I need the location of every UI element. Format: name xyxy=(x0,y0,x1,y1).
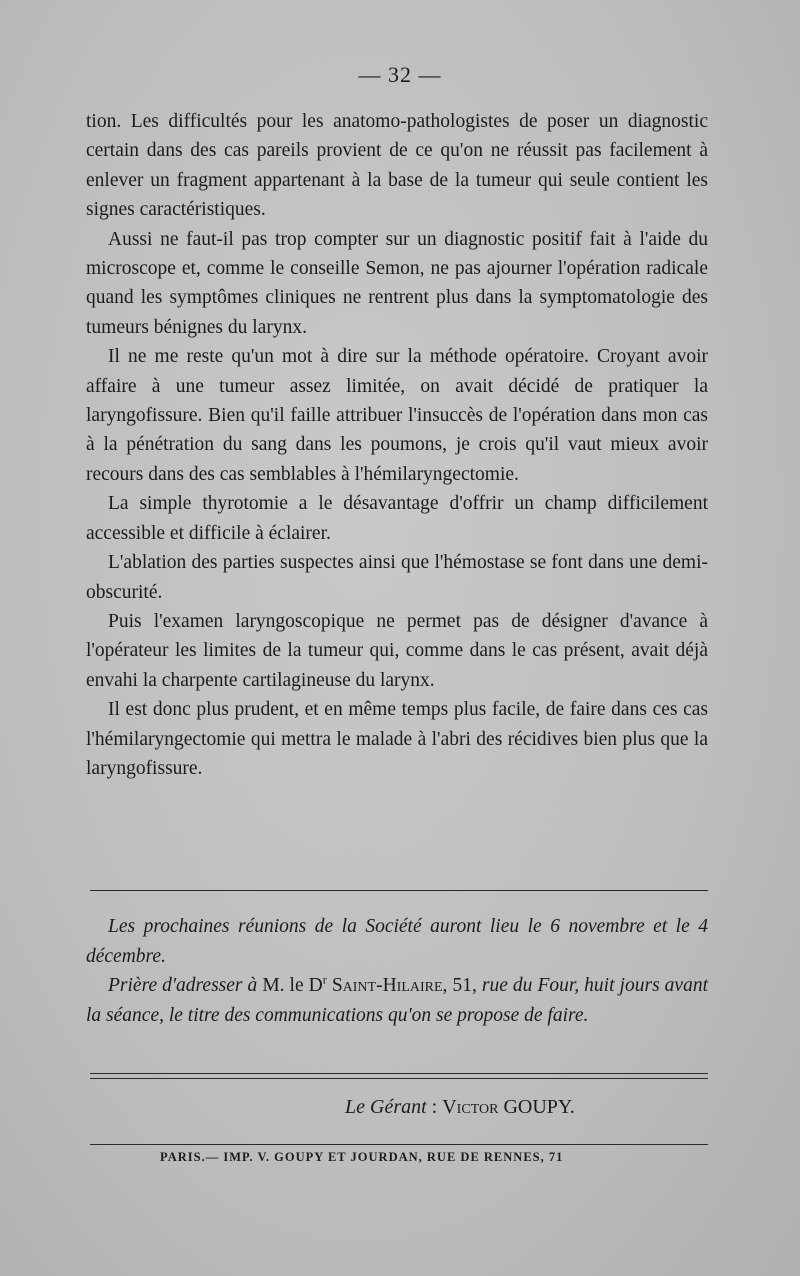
notice-dates: Les prochaines réunions de la Société auront lieu le 6 novembre et le 4 décembre. xyxy=(86,916,708,967)
signature-first-name: Victor xyxy=(442,1096,499,1118)
paragraph: Aussi ne faut-il pas trop compter sur un diagnostic positif fait à l'aide du microscope et, comme le conseille Semon, ne pas ajourner l'opération radicale quand les symptômes cliniques ne rentrent plus dans la symptomatologie des tumeurs bénignes du larynx. xyxy=(86,228,708,338)
paragraph: tion. Les difficultés pour les anatomo-pathologistes de poser un diagnostic certain dans des cas pareils provient de ce qu'on ne réussit pas facilement à enlever un fragment appartenant à la base de la tumeur qui seule contient les signes caractéristiques. xyxy=(86,111,708,221)
notice-prefix: Prière d'adresser à xyxy=(108,975,263,997)
meeting-notice xyxy=(86,912,708,1030)
notice-doctor: M. le D xyxy=(262,975,323,997)
signature-last-name: GOUPY. xyxy=(498,1096,575,1118)
notice-rest: rue du Four, huit jours avant la séance, le titre des communications qu'on se propose de faire. xyxy=(86,975,709,1026)
notice-doctor-name: Saint-Hilaire xyxy=(331,975,443,997)
page-number: — 32 — xyxy=(358,62,442,87)
paragraph: La simple thyrotomie a le désavantage d'offrir un champ difficilement accessible et difficile à éclairer. xyxy=(86,493,708,544)
notice-address xyxy=(86,971,708,1030)
imprint-rule xyxy=(90,1144,708,1145)
printer-imprint: PARIS.— IMP. V. GOUPY ET JOURDAN, RUE DE RENNES, 71 xyxy=(160,1150,564,1164)
paragraph: L'ablation des parties suspectes ainsi que l'hémostase se font dans une demi-obscurité. xyxy=(86,552,708,603)
signature xyxy=(345,1096,705,1119)
divider-rule xyxy=(90,890,708,891)
paragraph: Puis l'examen laryngoscopique ne permet pas de désigner d'avance à l'opérateur les limites de la tumeur qui, comme dans le cas présent, avait déjà envahi la charpente cartilagineuse du larynx. xyxy=(86,610,708,691)
paragraph: Il ne me reste qu'un mot à dire sur la méthode opératoire. Croyant avoir affaire à une tumeur assez limitée, on avait décidé de pratiquer la laryngofissure. Bien qu'il faille attribuer l'insuccès de l'opération dans mon cas à la pénétration du sang dans les poumons, je crois qu'il vaut mieux avoir recours dans des cas semblables à l'hémilaryngectomie. xyxy=(86,346,708,485)
notice-doctor-sup: r xyxy=(322,972,327,987)
signature-sep: : xyxy=(426,1096,443,1118)
notice-street-number: , 51, xyxy=(442,975,482,997)
body-text xyxy=(86,107,708,783)
paragraph: Il est donc plus prudent, et en même temps plus facile, de faire dans ces cas l'hémilaryngectomie qui mettra le malade à l'abri des récidives bien plus que la laryngofissure. xyxy=(86,699,708,779)
divider-rule-double-bottom xyxy=(90,1078,708,1079)
divider-rule-double-top xyxy=(90,1073,708,1074)
signature-role: Le Gérant xyxy=(345,1096,427,1118)
